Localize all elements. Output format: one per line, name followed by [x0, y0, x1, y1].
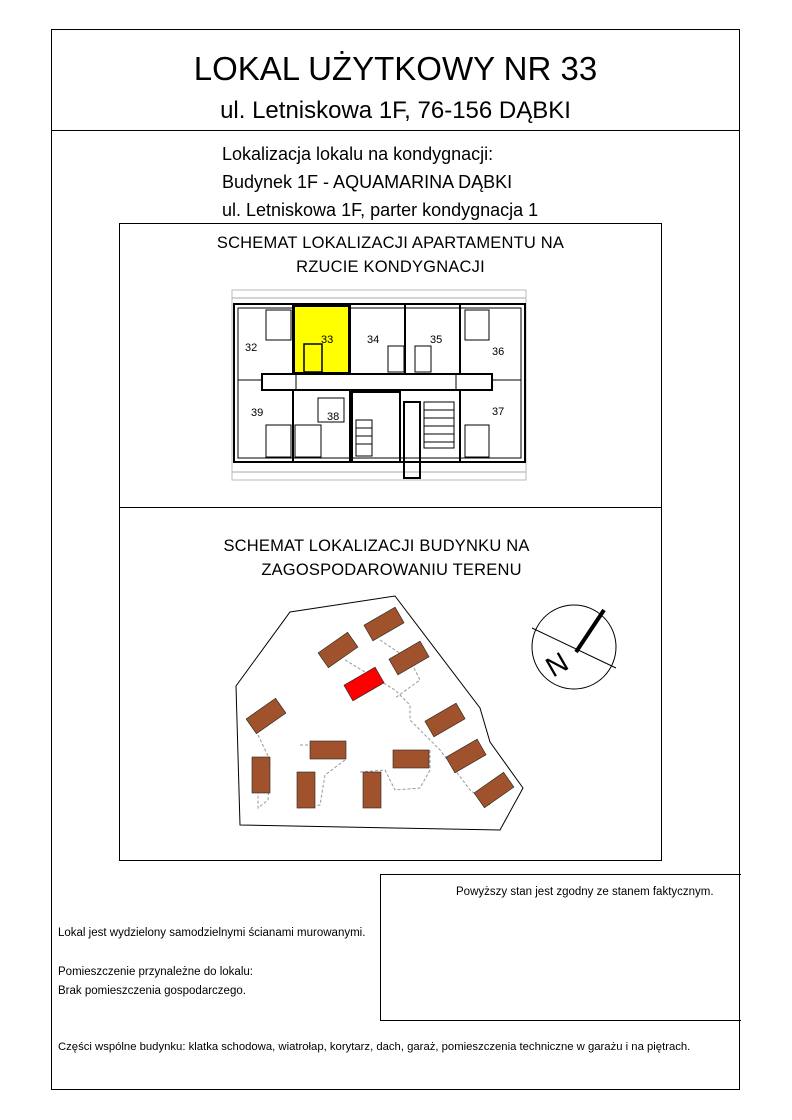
- appurtenant-label: Pomieszczenie przynależne do lokalu:: [58, 966, 253, 978]
- unit-label-36: 36: [492, 346, 505, 358]
- common-parts-note: Części wspólne budynku: klatka schodowa, wiatrołap, korytarz, dach, garaż, pomieszczenia techniczne w garażu i na piętrach.: [58, 1041, 691, 1053]
- site-building-highlighted: [344, 667, 384, 701]
- site-building: [364, 607, 404, 641]
- site-buildings: [246, 607, 514, 808]
- location-line-1: Lokalizacja lokalu na kondygnacji:: [222, 144, 494, 164]
- unit-label-35: 35: [430, 334, 443, 346]
- site-building: [474, 772, 514, 807]
- unit-label-34: 34: [367, 334, 380, 346]
- unit-label-39: 39: [251, 407, 264, 419]
- site-building: [446, 739, 486, 773]
- floor-plan-heading-2: RZUCIE KONDYGNACJI: [296, 258, 485, 276]
- site-building: [252, 757, 270, 793]
- site-building: [297, 772, 315, 808]
- site-building: [310, 741, 346, 759]
- site-building: [246, 698, 286, 733]
- unit-label-33: 33: [321, 334, 334, 346]
- unit-label-38: 38: [327, 411, 340, 423]
- north-label: N: [540, 646, 574, 684]
- unit-label-37: 37: [492, 406, 505, 418]
- north-arrow-icon: [532, 605, 616, 689]
- site-plan-heading-1: SCHEMAT LOKALIZACJI BUDYNKU NA: [223, 537, 530, 555]
- conformity-text: Powyższy stan jest zgodny ze stanem faktycznym.: [456, 886, 714, 898]
- unit-label-32: 32: [245, 342, 258, 354]
- location-line-3: ul. Letniskowa 1F, parter kondygnacja 1: [222, 200, 539, 220]
- walls-note: Lokal jest wydzielony samodzielnymi ścianami murowanymi.: [58, 927, 366, 939]
- appurtenant-value: Brak pomieszczenia gospodarczego.: [58, 985, 246, 997]
- site-building: [425, 703, 465, 737]
- site-plan-heading-2: ZAGOSPODAROWANIU TERENU: [261, 561, 522, 579]
- floor-plan-heading-1: SCHEMAT LOKALIZACJI APARTAMENTU NA: [216, 234, 565, 252]
- location-line-2: Budynek 1F - AQUAMARINA DĄBKI: [222, 172, 513, 192]
- site-building: [363, 772, 381, 808]
- site-building: [389, 641, 429, 675]
- site-building: [318, 632, 358, 667]
- site-building: [393, 750, 429, 768]
- page-address: ul. Letniskowa 1F, 76-156 DĄBKI: [220, 97, 571, 124]
- page-title: LOKAL UŻYTKOWY NR 33: [193, 50, 598, 87]
